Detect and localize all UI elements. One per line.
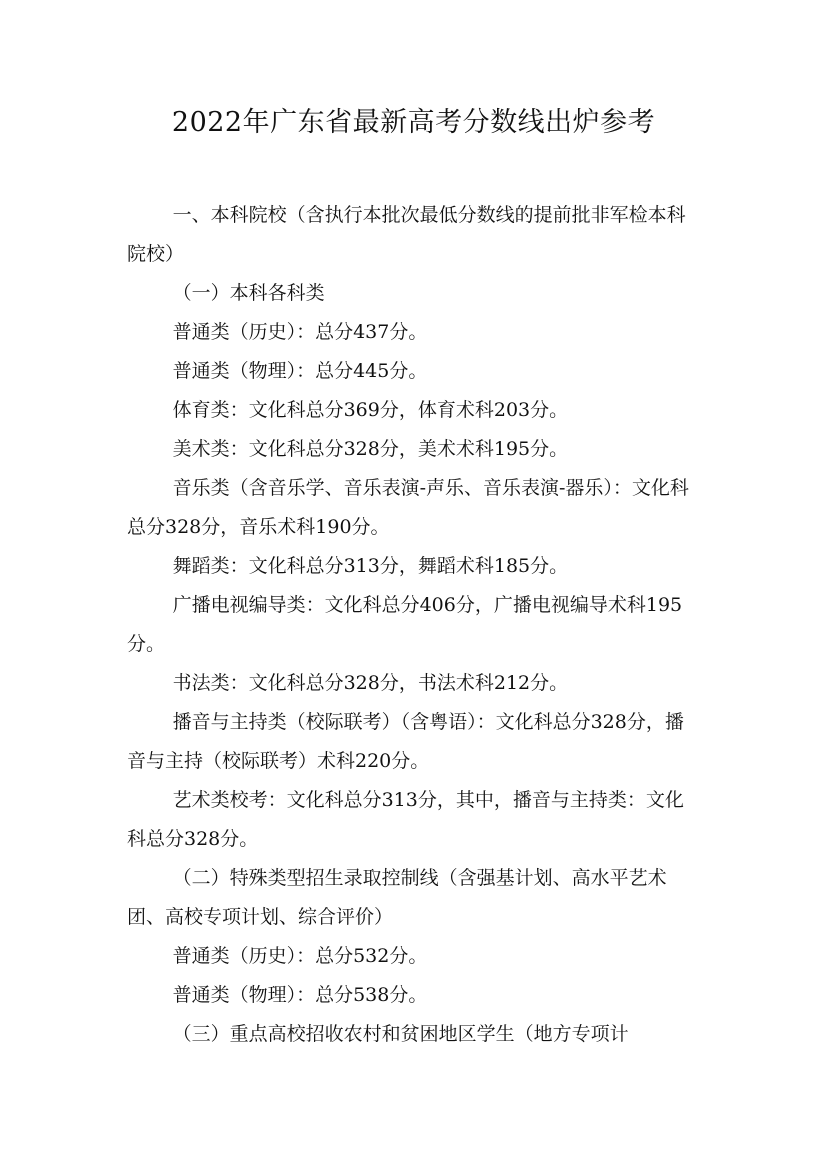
document-title: 2022年广东省最新高考分数线出炉参考 xyxy=(171,107,656,138)
score-line-general-history: 普通类（历史）：总分437分。 xyxy=(172,321,428,343)
score-line-dance: 舞蹈类：文化科总分313分，舞蹈术科185分。 xyxy=(172,555,569,577)
score-line-special-physics: 普通类（物理）：总分538分。 xyxy=(172,984,428,1006)
subsection-heading-special-admission: （二）特殊类型招生录取控制线（含强基计划、高水平艺术团、高校专项计划、综合评价） xyxy=(127,867,667,928)
score-line-broadcasting-hosting: 播音与主持类（校际联考）（含粤语）：文化科总分328分，播音与主持（校际联考）术科220分。 xyxy=(127,711,684,772)
score-line-art-school-exam: 艺术类校考：文化科总分313分，其中，播音与主持类：文化科总分328分。 xyxy=(127,789,684,850)
score-line-special-history: 普通类（历史）：总分532分。 xyxy=(172,945,428,967)
document-body xyxy=(127,196,702,1054)
score-line-broadcast-directing: 广播电视编导类：文化科总分406分，广播电视编导术科195分。 xyxy=(127,594,683,655)
score-line-fine-arts: 美术类：文化科总分328分，美术术科195分。 xyxy=(172,438,569,460)
section-heading-undergraduate: 一、本科院校（含执行本批次最低分数线的提前批非军检本科院校） xyxy=(127,204,686,265)
subsection-heading-rural-special-plan: （三）重点高校招收农村和贫困地区学生（地方专项计 xyxy=(172,1023,629,1045)
score-line-sports: 体育类：文化科总分369分，体育术科203分。 xyxy=(172,399,569,421)
score-line-general-physics: 普通类（物理）：总分445分。 xyxy=(172,360,428,382)
subsection-heading-undergraduate-categories: （一）本科各科类 xyxy=(172,282,325,304)
score-line-calligraphy: 书法类：文化科总分328分，书法术科212分。 xyxy=(172,672,569,694)
score-line-music: 音乐类（含音乐学、音乐表演-声乐、音乐表演-器乐）：文化科总分328分，音乐术科190分。 xyxy=(127,477,689,538)
